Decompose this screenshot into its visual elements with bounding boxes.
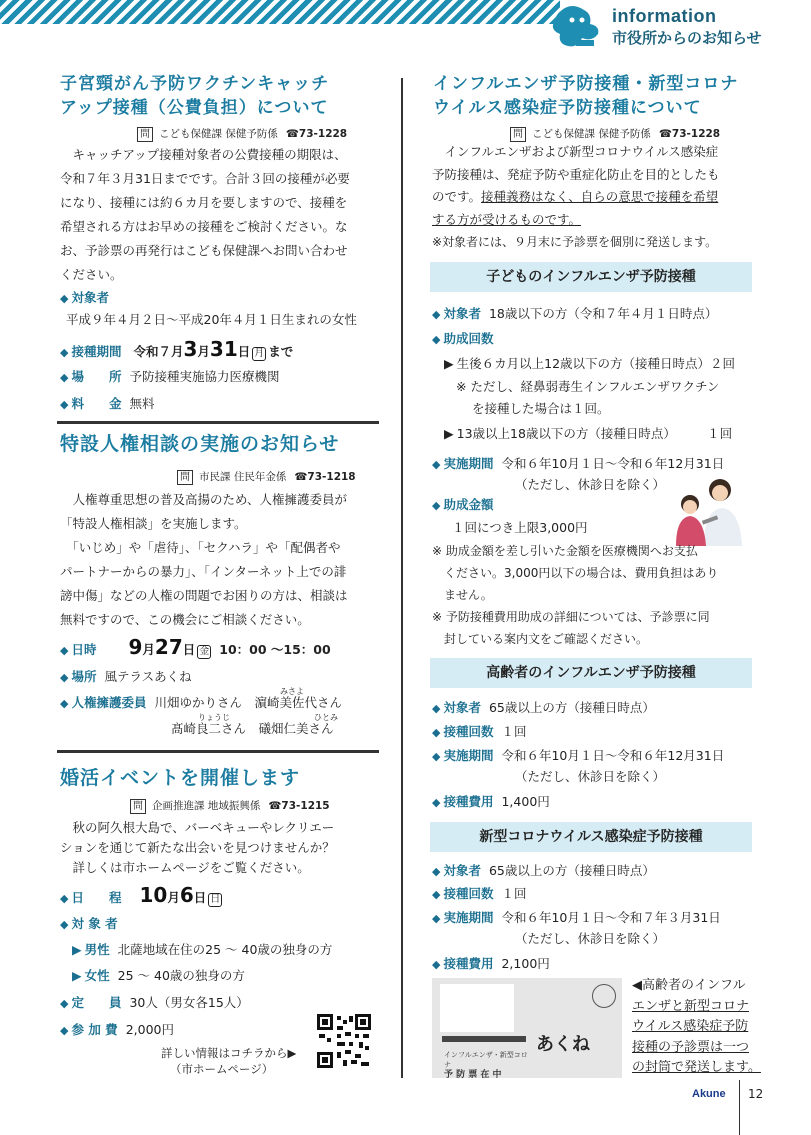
jinken-contact-dept: 市民課 住民年金係 [199, 471, 287, 483]
contact-box: 問 [177, 470, 193, 485]
hpv-body-line: ください。 [60, 267, 123, 282]
flu-body-note: ※対象者には、９月末に予診票を個別に発送します。 [432, 235, 718, 249]
hpv-period-day: 31 [209, 337, 238, 361]
child-count-label: ◆ 助成回数 [432, 331, 493, 346]
qr-code-icon[interactable] [315, 1012, 373, 1070]
konkatsu-female-value: 25 ～ 40歳の独身の方 [117, 968, 245, 983]
elder-period [432, 747, 724, 766]
jinken-date-time: 10：00 ～15：00 [219, 642, 331, 657]
contact-box: 問 [137, 127, 153, 142]
hpv-body-line: お、予診票の再発行はこども保健課へお問い合わせ [60, 243, 348, 258]
elder-period-note: （ただし、休診日を除く） [515, 769, 666, 784]
konkatsu-body [60, 818, 382, 878]
konkatsu-target [60, 915, 118, 934]
child-period-note: （ただし、休診日を除く） [515, 477, 666, 492]
covid-fee-value: 2,100円 [501, 956, 550, 971]
header-stripe [0, 0, 560, 24]
jinken-contact [177, 469, 356, 485]
hpv-body [60, 143, 380, 287]
hpv-contact-tel: ☎73-1228 [285, 128, 348, 140]
child-sub2-text: 13歳以上18歳以下の方（接種日時点） １回 [456, 426, 733, 441]
elder-target-value: 65歳以上の方（接種日時点） [488, 700, 655, 715]
konkatsu-target-label: ◆ 対 象 者 [60, 916, 118, 931]
envelope-caption-line: ウイルス感染症予防 [632, 1019, 749, 1034]
header-info [612, 6, 762, 48]
envelope-logo: あくね [536, 1034, 590, 1055]
child-sub1 [444, 355, 735, 373]
konkatsu-date-label: ◆ 日 程 [60, 890, 121, 905]
konkatsu-fee-value: 2,000円 [125, 1022, 174, 1037]
hpv-target-label [60, 289, 109, 308]
hpv-contact [137, 126, 347, 142]
elder-count-value: １回 [501, 724, 527, 739]
child-target-value: 18歳以下の方（令和７年４月１日時点） [488, 306, 718, 321]
triangle-icon: ▶ [72, 968, 82, 983]
elder-fee-value: 1,400円 [501, 794, 550, 809]
hpv-fee-label: ◆ 料 金 [60, 396, 121, 411]
jinken-body-line: パートナーからの暴力」、「インターネット上での誹 [60, 564, 347, 579]
hpv-body-line: 令和７年３月31日までです。合計３回の接種が必要 [60, 171, 350, 186]
covid-period-note: （ただし、休診日を除く） [515, 931, 666, 946]
elder-target [432, 699, 655, 718]
hpv-target-label-text: ◆ 対象者 [60, 290, 109, 305]
jinken-body-line: 「いじめ」や「虐待」、「セクハラ」や「配偶者や [60, 540, 341, 555]
hpv-period-post: まで [268, 344, 294, 359]
konkatsu-qr-text2: （市ホームページ） [170, 1062, 274, 1076]
jinken-date-mid: 月 [142, 642, 155, 657]
konkatsu-capacity [60, 994, 249, 1013]
elder-target-label: ◆ 対象者 [432, 700, 481, 715]
vaccination-illustration-icon [668, 474, 748, 546]
hpv-body-line: キャッチアップ接種対象者の公費接種の期限は、 [60, 147, 347, 162]
child-target-label: ◆ 対象者 [432, 306, 481, 321]
header-en: information [612, 6, 717, 26]
flu-contact-dept: こども保健課 保健予防係 [532, 128, 651, 140]
covid-period [432, 909, 721, 928]
flu-contact [510, 126, 720, 142]
jinken-members-line1: 川畑ゆかりさん 濵崎美佐代さん [154, 695, 342, 710]
envelope-window [440, 984, 514, 1032]
konkatsu-date-month: 10 [139, 883, 168, 907]
jinken-contact-tel: ☎73-1218 [294, 471, 356, 483]
child-amount [432, 496, 493, 515]
flu-body-line [432, 186, 757, 209]
divider [57, 750, 379, 753]
hpv-period-label: ◆ 接種期間 [60, 344, 121, 359]
hpv-period-daychar: 日 [237, 344, 251, 359]
child-sub1-note2: を接種した場合は１回。 [472, 401, 610, 416]
covid-period-value: 令和６年10月１日～令和７年３月31日 [501, 910, 721, 925]
konkatsu-contact-dept: 企画推進課 地域振興係 [152, 800, 261, 812]
jinken-title: 特設人権相談の実施のお知らせ [60, 433, 340, 455]
covid-target-value: 65歳以上の方（接種日時点） [488, 863, 655, 878]
jinken-body-line: 人権尊重思想の普及高揚のため、人権擁護委員が [60, 492, 348, 507]
covid-count-value: １回 [501, 886, 527, 901]
child-period-value: 令和６年10月１日～令和６年12月31日 [501, 456, 725, 471]
konkatsu-body-line: 詳しくは市ホームページをご覧ください。 [60, 860, 310, 875]
hpv-period-month: 3 [183, 337, 198, 361]
hpv-fee-value: 無料 [129, 396, 155, 411]
hpv-period-pre: 令和７月 [133, 344, 184, 359]
jinken-body-line: 謗中傷」などの人権の問題でお困りの方は、相談は [60, 588, 348, 603]
konkatsu-male-value: 北薩地域在住の25 ～ 40歳の独身の方 [117, 942, 333, 957]
konkatsu-male-label: 男性 [84, 942, 110, 957]
jinken-ruby2: りょうじ [198, 713, 230, 722]
elder-fee [432, 793, 550, 812]
hpv-title-line2: アップ接種（公費負担）について [60, 98, 329, 118]
konkatsu-body-line: 秋の阿久根大島で、バーベキューやレクリエー [60, 820, 335, 835]
konkatsu-date-dow: 日 [210, 894, 221, 905]
jinken-body-line: 「特設人権相談」を実施します。 [60, 516, 247, 531]
footer-brand: Akune [692, 1088, 726, 1100]
envelope-caption-line: ◀高齢者のインフル [632, 978, 746, 993]
covid-fee-label: ◆ 接種費用 [432, 956, 493, 971]
jinken-ruby3: ひとみ [314, 713, 338, 722]
envelope-strip [442, 1036, 526, 1042]
jinken-date-month: 9 [128, 635, 143, 659]
flu-body-line3: のです。 [432, 189, 482, 204]
child-note-line: ※ 予防接種費用助成の詳細については、予診票に同 [432, 610, 710, 624]
elder-fee-label: ◆ 接種費用 [432, 794, 493, 809]
triangle-icon: ▶ [72, 942, 82, 957]
envelope-sub1: インフルエンザ・新型コロナ [444, 1051, 528, 1069]
hpv-body-line: 希望される方はお早めの接種をご検討ください。な [60, 219, 348, 234]
flu-title-line1: インフルエンザ予防接種・新型コロナ [433, 74, 739, 94]
konkatsu-female [72, 967, 245, 985]
jinken-body [60, 488, 382, 632]
jinken-date-day: 27 [154, 635, 183, 659]
envelope-subtext [444, 1050, 534, 1080]
child-note-line: ※ 助成金額を差し引いた金額を医療機関へお支払 [432, 544, 698, 558]
jinken-date-label: ◆ 日時 [60, 642, 96, 657]
covid-band: 新型コロナウイルス感染症予防接種 [430, 822, 752, 852]
konkatsu-date [60, 883, 224, 908]
flu-body [432, 141, 757, 254]
child-count [432, 330, 493, 349]
elder-period-label: ◆ 実施期間 [432, 748, 493, 763]
elder-count [432, 723, 527, 742]
jinken-date [60, 635, 331, 660]
divider [57, 421, 379, 424]
child-note-line: ません。 [432, 588, 493, 602]
jinken-members-line2: 髙崎良二さん 礒畑仁美さん [171, 721, 334, 736]
konkatsu-title: 婚活イベントを開催します [60, 767, 301, 789]
jinken-date-dow: 金 [199, 646, 210, 657]
hpv-target-value: 平成９年４月２日～平成20年４月１日生まれの女性 [66, 312, 357, 327]
envelope-caption-line: 接種の予診票は一つ [632, 1039, 750, 1055]
hpv-period [60, 337, 294, 362]
konkatsu-contact-tel: ☎73-1215 [268, 800, 330, 812]
jinken-ruby1: みさよ [280, 687, 304, 696]
hpv-place-label: ◆ 場 所 [60, 369, 121, 384]
child-sub1-note1: ※ ただし、経鼻弱毒生インフルエンザワクチン [456, 379, 720, 394]
child-amount-label: ◆ 助成金額 [432, 497, 493, 512]
hpv-period-mid: 月 [197, 344, 210, 359]
footer-divider [739, 1080, 740, 1135]
covid-target [432, 862, 655, 881]
child-note-line: ください。3,000円以下の場合は、費用負担はあり [432, 566, 719, 580]
flu-title-line2: ウイルス感染症予防接種について [433, 98, 702, 118]
envelope-caption-line: エンザと新型コロナ [632, 998, 750, 1014]
konkatsu-fee-label: ◆ 参 加 費 [60, 1022, 118, 1037]
jinken-place-label: ◆ 場所 [60, 669, 96, 684]
envelope-sub2: 予 防 票 在 中 [444, 1070, 502, 1080]
hpv-contact-dept: こども保健課 保健予防係 [159, 128, 278, 140]
jinken-place-value: 風テラスあくね [104, 669, 192, 684]
elder-flu-band: 高齢者のインフルエンザ予防接種 [430, 658, 752, 688]
header-jp: 市役所からのお知らせ [612, 29, 762, 47]
flu-contact-tel: ☎73-1228 [658, 128, 721, 140]
column-divider [401, 78, 403, 1078]
konkatsu-date-mid: 月 [167, 890, 180, 905]
envelope-image [432, 978, 622, 1078]
hpv-title-line1: 子宮頸がん予防ワクチンキャッチ [60, 74, 330, 94]
konkatsu-contact [130, 798, 330, 814]
child-notes [432, 540, 762, 650]
jinken-date-daychar: 日 [182, 642, 196, 657]
flu-body-line3-underline: 接種義務はなく、自らの意思で接種を希望 [481, 189, 719, 204]
jinken-place [60, 668, 192, 687]
child-note-line: 封している案内文をご確認ください。 [432, 632, 649, 646]
jinken-body-line: 無料ですので、この機会にご相談ください。 [60, 612, 310, 627]
mascot-icon [548, 2, 608, 52]
jinken-member-label: ◆ 人権擁護委員 [60, 695, 146, 710]
covid-period-label: ◆ 実施期間 [432, 910, 493, 925]
child-amount-value: １回につき上限3,000円 [452, 520, 588, 535]
hpv-body-line: になり、接種には約６カ月を要しますので、接種を [60, 195, 348, 210]
triangle-icon: ▶ [444, 356, 454, 371]
child-period [432, 455, 724, 474]
hpv-place [60, 368, 280, 387]
contact-box: 問 [510, 127, 526, 142]
triangle-icon: ▶ [444, 426, 454, 441]
child-flu-band: 子どものインフルエンザ予防接種 [430, 262, 752, 292]
child-sub1-text: 生後６カ月以上12歳以下の方（接種日時点）２回 [456, 356, 736, 371]
konkatsu-female-label: 女性 [84, 968, 110, 983]
konkatsu-qr-text1: 詳しい情報はコチラから▶ [161, 1046, 297, 1060]
hpv-period-dow: 月 [254, 348, 265, 359]
konkatsu-cap-value: 30人（男女各15人） [129, 995, 249, 1010]
covid-count [432, 885, 527, 904]
konkatsu-cap-label: ◆ 定 員 [60, 995, 121, 1010]
child-sub2 [444, 425, 732, 443]
hpv-fee [60, 395, 155, 414]
konkatsu-date-daychar: 日 [193, 890, 207, 905]
child-target [432, 305, 717, 324]
elder-period-value: 令和６年10月１日～令和６年12月31日 [501, 748, 725, 763]
konkatsu-male [72, 941, 332, 959]
covid-target-label: ◆ 対象者 [432, 863, 481, 878]
hpv-place-value: 予防接種実施協力医療機関 [129, 369, 280, 384]
covid-fee [432, 955, 550, 974]
konkatsu-body-line: ションを通じて新たな出会いを見つけませんか？ [60, 840, 335, 855]
flu-body-line: 予防接種は、発症予防や重症化防止を目的としたも [432, 166, 720, 182]
envelope-caption [632, 976, 768, 1079]
flu-body-line4-underline: する方が受けるものです。 [432, 211, 582, 227]
child-period-label: ◆ 実施期間 [432, 456, 493, 471]
covid-count-label: ◆ 接種回数 [432, 886, 493, 901]
contact-box: 問 [130, 799, 146, 814]
envelope-caption-line: の封筒で発送します。 [632, 1060, 761, 1075]
konkatsu-date-day: 6 [179, 883, 194, 907]
elder-count-label: ◆ 接種回数 [432, 724, 493, 739]
konkatsu-fee [60, 1021, 174, 1040]
page-number: 12 [748, 1087, 764, 1101]
flu-body-line: インフルエンザおよび新型コロナウイルス感染症 [432, 144, 719, 159]
envelope-stamp-icon [592, 984, 616, 1008]
